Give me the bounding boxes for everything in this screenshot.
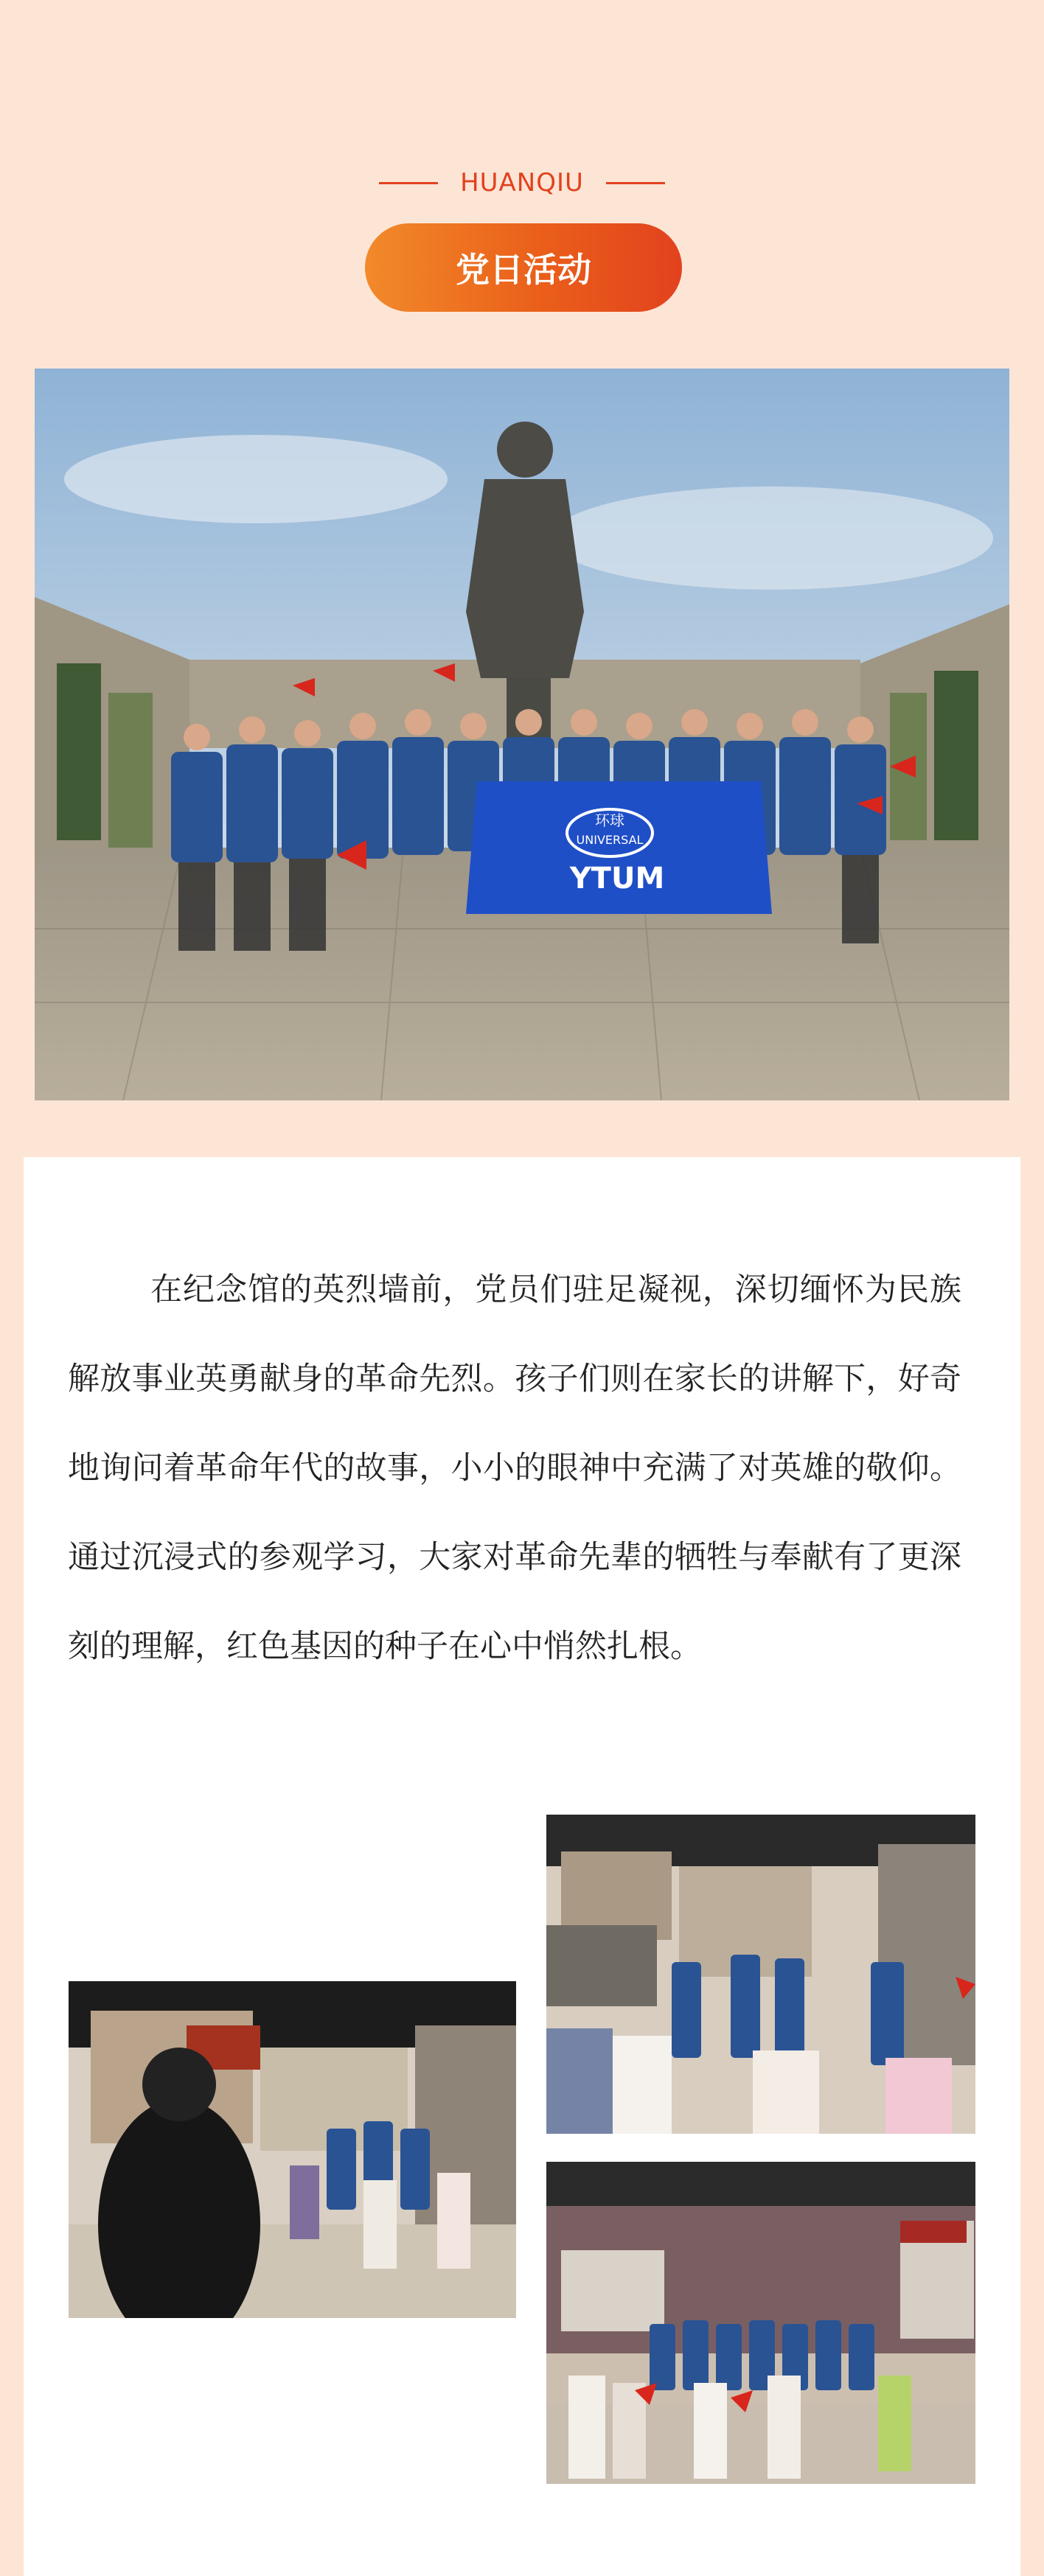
museum-photo-3-image <box>546 2162 975 2484</box>
section-header <box>0 168 1044 198</box>
group-photo-image <box>35 369 1009 1100</box>
museum-photo-2-image <box>546 1815 975 2134</box>
banner-brand: YTUM <box>569 862 665 896</box>
header-left-line <box>379 182 438 184</box>
museum-photo-2 <box>546 1815 975 2134</box>
group-photo <box>35 369 1009 1100</box>
header-right-line <box>606 182 665 184</box>
section-title: 党日活动 <box>456 250 591 290</box>
museum-photo-1-image <box>69 1981 516 2318</box>
header-label: HUANQIU <box>460 168 584 198</box>
museum-photo-3 <box>546 2162 975 2484</box>
section-title-pill <box>365 223 682 312</box>
museum-photo-1 <box>69 1981 516 2318</box>
banner-text-top: 环球 <box>595 811 624 829</box>
banner-text-mid: UNIVERSAL <box>576 833 644 847</box>
article-paragraph: 在纪念馆的英烈墙前，党员们驻足凝视，深切缅怀为民族解放事业英勇献身的革命先烈。孩子们则在家长的讲解下，好奇地询问着革命年代的故事，小小的眼神中充满了对英雄的敬仰。通过沉浸式的参观学习，大家对革命先辈的牺牲与奉献有了更深刻的理解，红色基因的种子在心中悄然扎根。 <box>68 1271 961 1665</box>
